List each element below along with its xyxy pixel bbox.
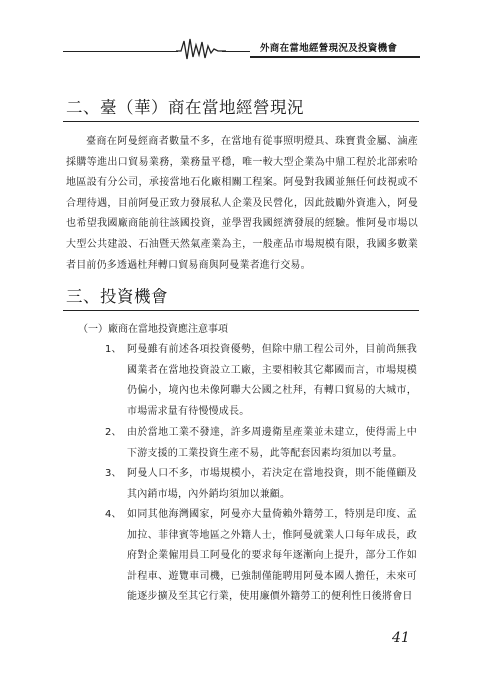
running-title: 外商在當地經營現況及投資機會: [260, 43, 398, 54]
header-rule-right: [250, 56, 420, 58]
list-item-number: 2、: [105, 427, 122, 438]
section-heading: 三、投資機會: [66, 287, 168, 306]
header-rule-mid: [222, 51, 250, 52]
list-item: [105, 505, 417, 608]
list-item-number: 4、: [105, 509, 122, 520]
list-item-text: 阿曼人口不多，市場規模小，若決定在當地投資，則不能僅顧及其內銷市場，內外銷均須加以兼顧。: [127, 468, 417, 500]
body-paragraph: [66, 132, 418, 276]
section-rule: [63, 121, 419, 122]
paragraph-text: 臺商在阿曼經商者數量不多，在當地有從事照明燈具、珠寶貴金屬、滷產採購等進出口貿易業務，業務量平穩，唯一較大型企業為中鼎工程於北部索哈地區設有分公司，承接當地石化廠相關工程案。阿曼對我國並無任何歧視或不合理待遇，目前阿曼正致力發展私人企業及民營化，因此鼓勵外資進入，阿曼也希望我國廠商能前往該國投資，並學習我國經濟發展的經驗。惟阿曼市場以大型公共建設、石油暨天然氣產業為主，一般產品市場規模有限，我國多數業者目前仍多透過杜拜轉口貿易商與阿曼業者進行交易。: [66, 136, 418, 271]
list-item: [105, 464, 417, 505]
list-item: [105, 340, 417, 422]
section-heading: 二、臺（華）商在當地經營現況: [66, 98, 304, 117]
list-item-number: 1、: [105, 344, 122, 355]
header-rule-left: [63, 51, 178, 52]
section-rule: [63, 310, 419, 311]
list-item-number: 3、: [105, 468, 122, 479]
list-item-text: 由於當地工業不發達，許多周邊衛星產業並未建立，使得需上中下游支援的工業投資生產不易，此等配套因素均須加以考量。: [127, 427, 417, 459]
list-item-text: 如同其他海灣國家，阿曼亦大量倚賴外籍勞工，特別是印度、孟加拉、菲律賓等地區之外籍人士，惟阿曼就業人口每年成長，政府對企業僱用員工阿曼化的要求每年逐漸向上提升，部分工作如計程車、遊覽車司機，已強制僅能聘用阿曼本國人擔任，未來可能逐步擴及至其它行業，使用廉價外籍勞工的便利性日後將會日: [127, 509, 417, 603]
list-item: [105, 423, 417, 464]
heartbeat-wave-icon: [176, 37, 226, 61]
subsection-heading: （一）廠商在當地投資應注意事項: [78, 324, 228, 335]
list-item-text: 阿曼雖有前述各項投資優勢，但除中鼎工程公司外，目前尚無我國業者在當地投資設立工廠，主要相較其它鄰國而言，市場規模仍偏小，境內也未像阿聯大公國之杜拜，有轉口貿易的大城市，市場需求量有待慢慢成長。: [127, 344, 417, 417]
page-number: 41: [392, 630, 410, 646]
